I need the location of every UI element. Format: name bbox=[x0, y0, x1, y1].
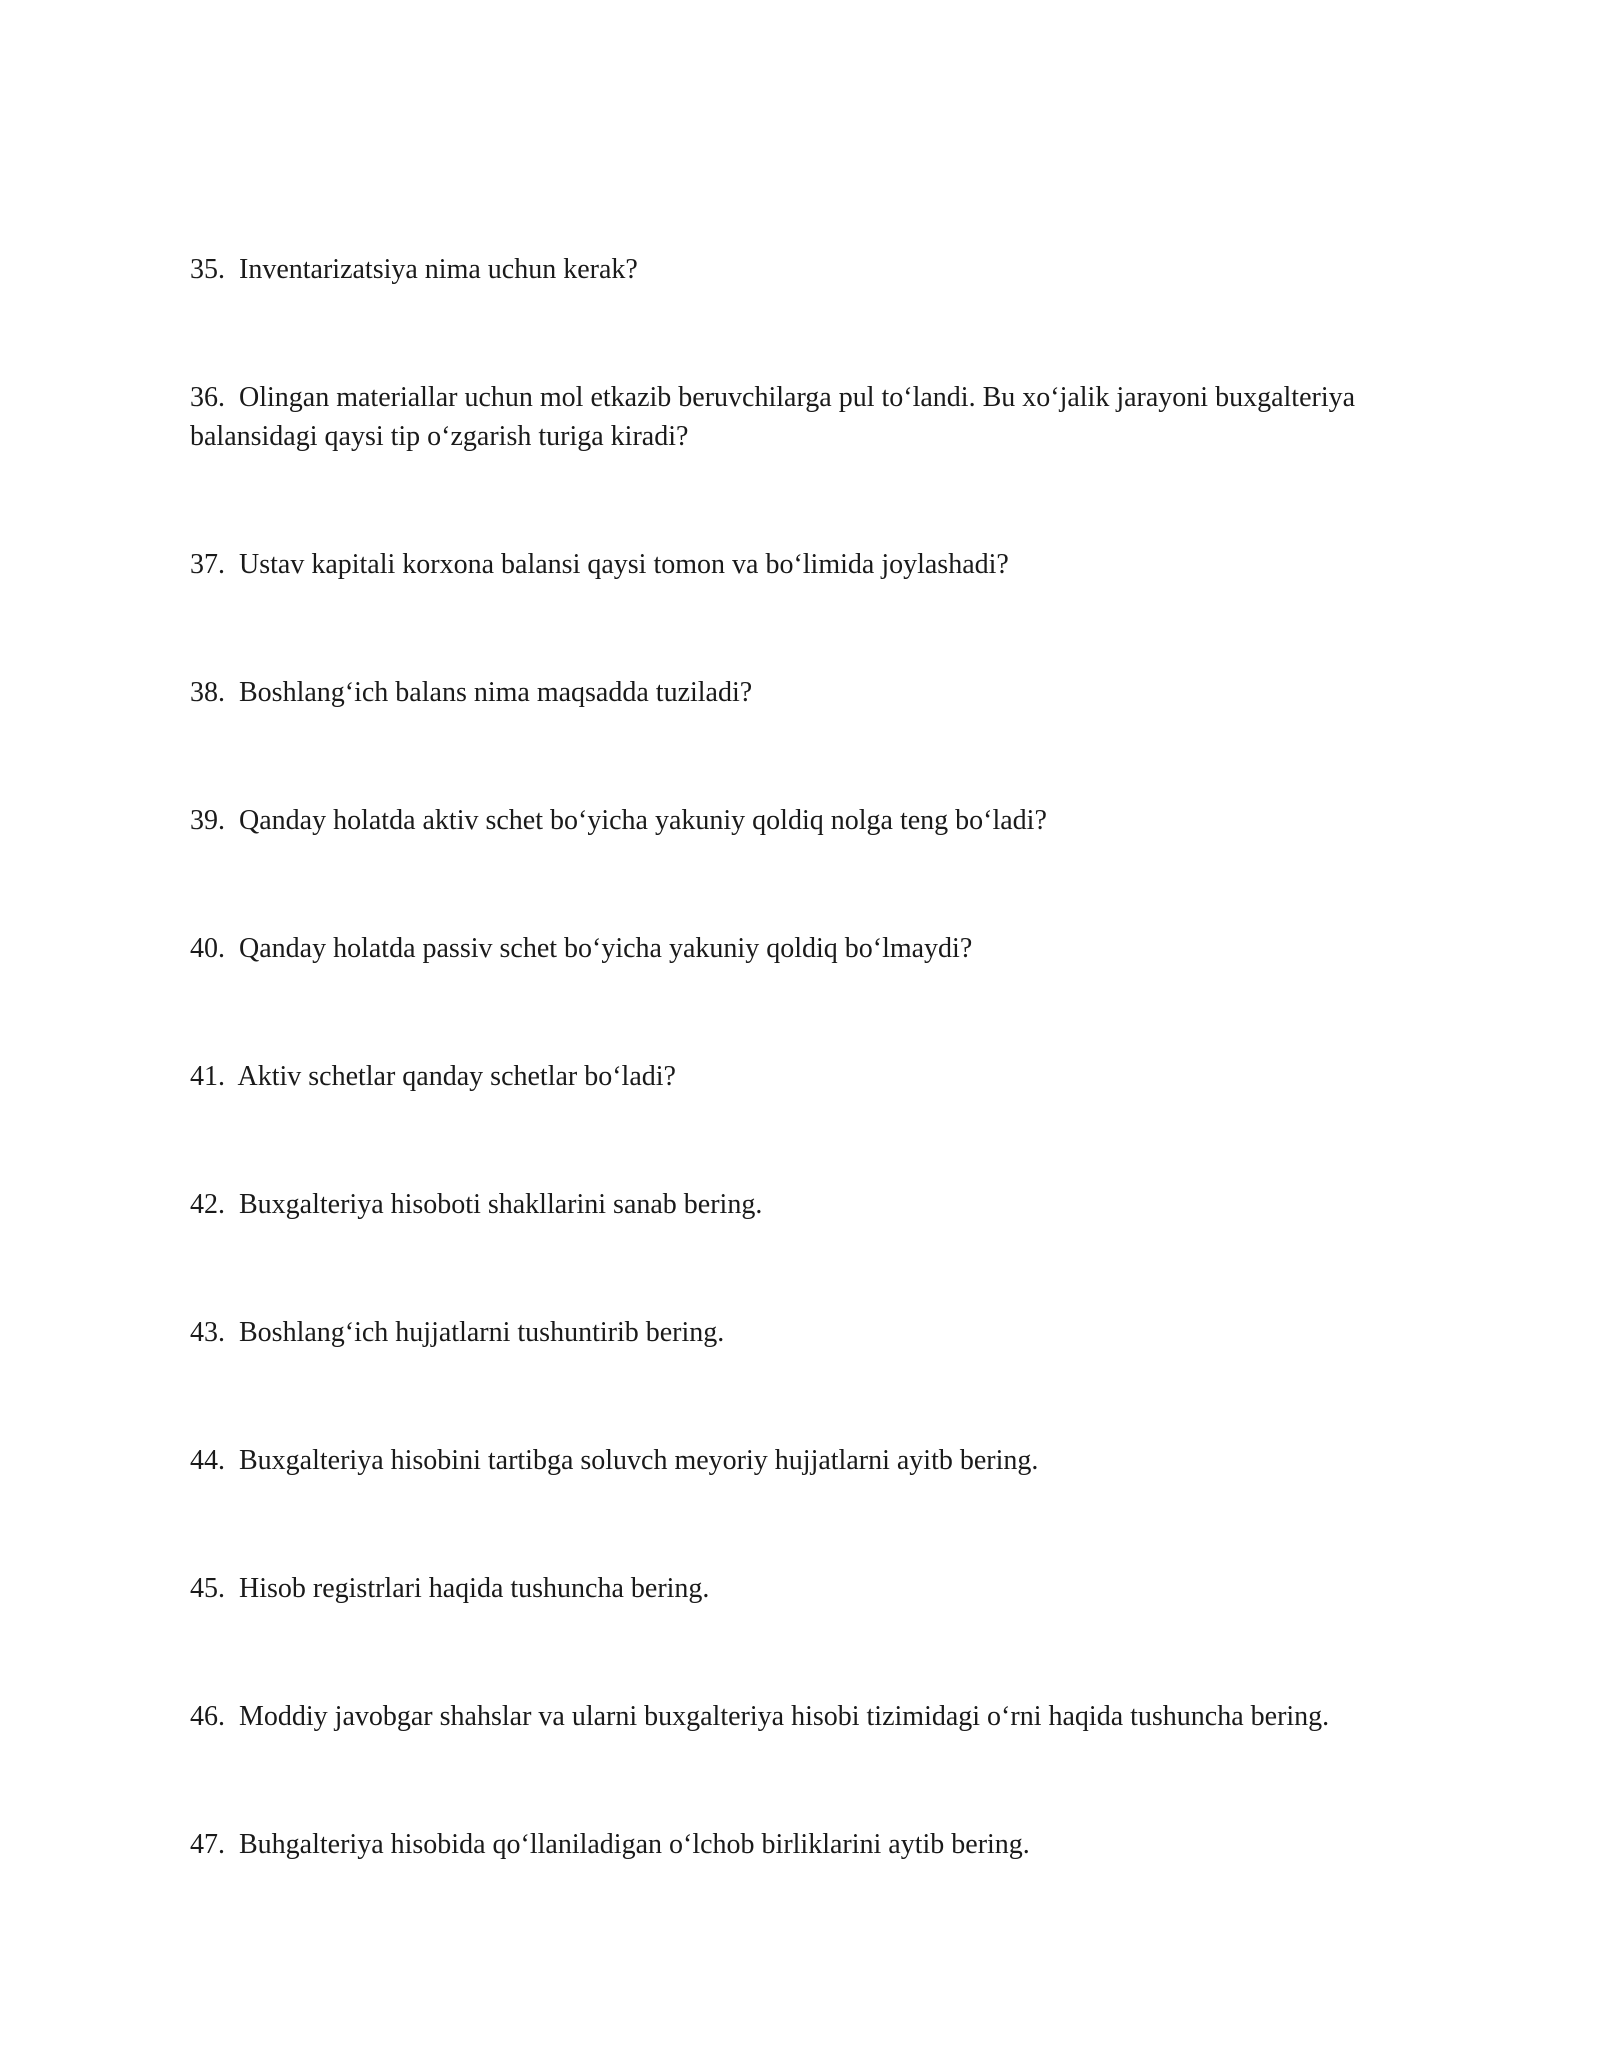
question-47 bbox=[190, 1825, 1420, 1864]
question-number: 38. bbox=[190, 677, 225, 708]
question-number: 36. bbox=[190, 382, 225, 413]
question-text: Hisob registrlari haqida tushuncha bering. bbox=[239, 1573, 710, 1604]
question-text: Ustav kapitali korxona balansi qaysi tomon va bo‘limida joylashadi? bbox=[239, 549, 1009, 580]
question-44 bbox=[190, 1441, 1420, 1480]
question-45 bbox=[190, 1569, 1420, 1608]
question-text: Moddiy javobgar shahslar va ularni buxgalteriya hisobi tizimidagi o‘rni haqida tushuncha bering. bbox=[239, 1701, 1330, 1732]
question-number: 44. bbox=[190, 1445, 225, 1476]
question-40 bbox=[190, 929, 1420, 968]
question-text: Buxgalteriya hisoboti shakllarini sanab bering. bbox=[239, 1189, 763, 1220]
question-number: 47. bbox=[190, 1829, 225, 1860]
question-number: 42. bbox=[190, 1189, 225, 1220]
question-number: 41. bbox=[190, 1061, 225, 1092]
question-38 bbox=[190, 673, 1420, 712]
question-number: 43. bbox=[190, 1317, 225, 1348]
question-37 bbox=[190, 545, 1420, 584]
question-46 bbox=[190, 1697, 1420, 1736]
question-list bbox=[190, 250, 1420, 1953]
question-text: Boshlang‘ich balans nima maqsadda tuziladi? bbox=[239, 677, 753, 708]
question-number: 40. bbox=[190, 933, 225, 964]
question-text: Aktiv schetlar qanday schetlar bo‘ladi? bbox=[237, 1061, 676, 1092]
question-text: Buhgalteriya hisobida qo‘llaniladigan o‘lchob birliklarini aytib bering. bbox=[239, 1829, 1030, 1860]
question-number: 45. bbox=[190, 1573, 225, 1604]
question-text: Olingan materiallar uchun mol etkazib beruvchilarga pul to‘landi. Bu xo‘jalik jarayoni buxgalteriya balansidagi qaysi tip o‘zgarish turiga kiradi? bbox=[190, 382, 1356, 452]
question-35 bbox=[190, 250, 1420, 289]
question-42 bbox=[190, 1185, 1420, 1224]
question-41 bbox=[190, 1057, 1420, 1096]
question-36 bbox=[190, 378, 1420, 456]
question-text: Buxgalteriya hisobini tartibga soluvch meyoriy hujjatlarni ayitb bering. bbox=[239, 1445, 1039, 1476]
question-text: Qanday holatda aktiv schet bo‘yicha yakuniy qoldiq nolga teng bo‘ladi? bbox=[239, 805, 1047, 836]
question-text: Qanday holatda passiv schet bo‘yicha yakuniy qoldiq bo‘lmaydi? bbox=[239, 933, 973, 964]
question-text: Inventarizatsiya nima uchun kerak? bbox=[239, 254, 638, 285]
question-number: 46. bbox=[190, 1701, 225, 1732]
question-number: 35. bbox=[190, 254, 225, 285]
question-43 bbox=[190, 1313, 1420, 1352]
question-text: Boshlang‘ich hujjatlarni tushuntirib bering. bbox=[239, 1317, 725, 1348]
question-39 bbox=[190, 801, 1420, 840]
question-number: 39. bbox=[190, 805, 225, 836]
question-number: 37. bbox=[190, 549, 225, 580]
